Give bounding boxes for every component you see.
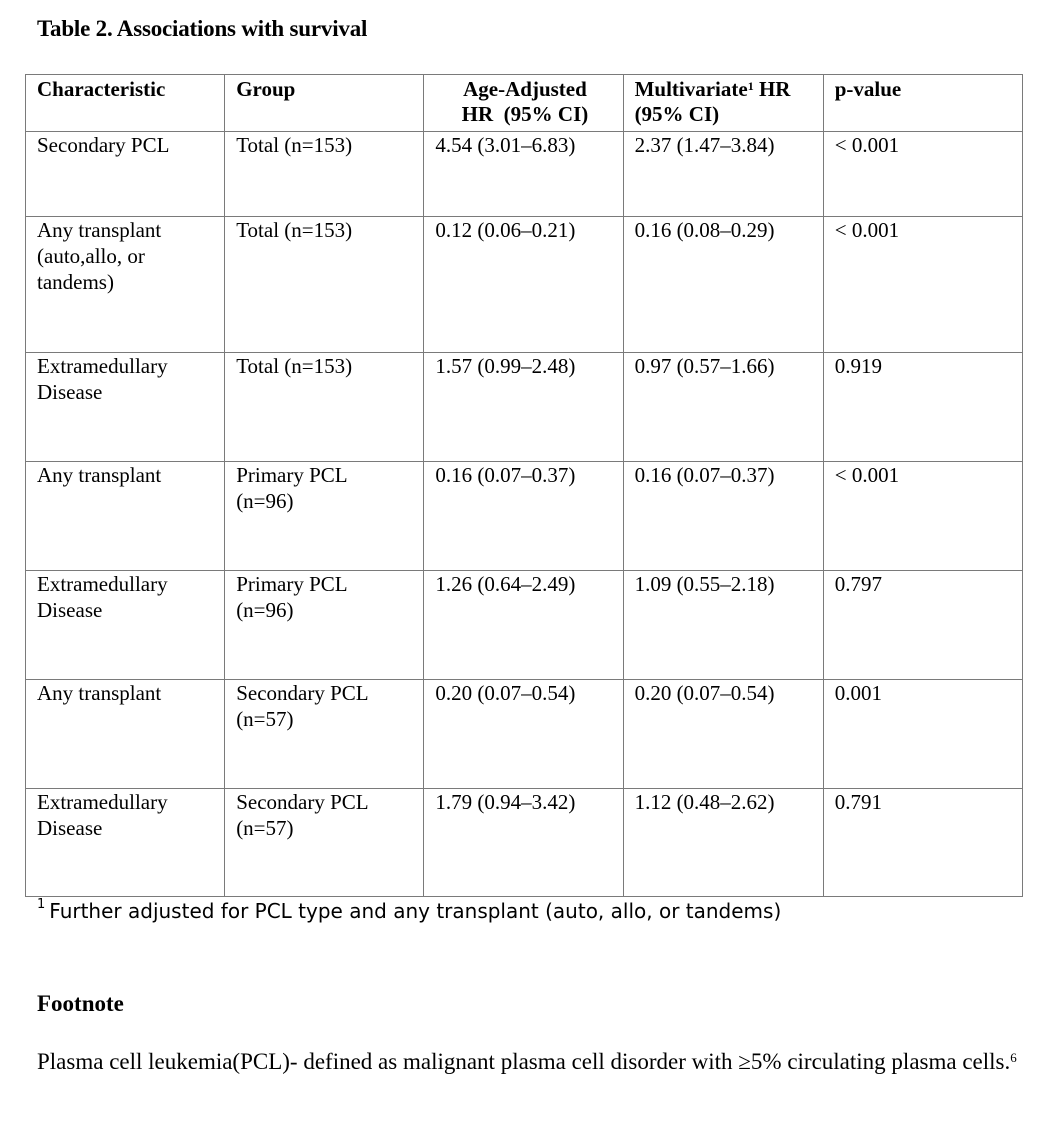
cell-multivariate: 0.97 (0.57–1.66) xyxy=(623,353,823,462)
cell-pvalue: < 0.001 xyxy=(823,132,1022,217)
cell-group: Secondary PCL (n=57) xyxy=(225,789,424,897)
footnote-text xyxy=(37,1048,1017,1076)
cell-group: Total (n=153) xyxy=(225,217,424,353)
header-group: Group xyxy=(225,75,424,132)
cell-age-adjusted: 0.20 (0.07–0.54) xyxy=(424,680,623,789)
cell-characteristic: Extramedullary Disease xyxy=(26,571,225,680)
cell-characteristic: Extramedullary Disease xyxy=(26,789,225,897)
header-multivariate-sup: 1 xyxy=(747,79,754,93)
cell-multivariate: 0.16 (0.08–0.29) xyxy=(623,217,823,353)
table-header-row xyxy=(26,75,1023,132)
header-age-adjusted-line2: HR (95% CI) xyxy=(461,102,589,126)
cell-multivariate: 2.37 (1.47–3.84) xyxy=(623,132,823,217)
cell-multivariate: 1.09 (0.55–2.18) xyxy=(623,571,823,680)
cell-pvalue: < 0.001 xyxy=(823,217,1022,353)
header-characteristic: Characteristic xyxy=(26,75,225,132)
header-age-adjusted xyxy=(424,75,623,132)
header-age-adjusted-line1: Age-Adjusted xyxy=(463,77,587,101)
table-row xyxy=(26,680,1023,789)
table-footnote xyxy=(37,899,781,923)
cell-pvalue: 0.001 xyxy=(823,680,1022,789)
table-row xyxy=(26,353,1023,462)
table-row xyxy=(26,132,1023,217)
table-row xyxy=(26,217,1023,353)
header-multivariate xyxy=(623,75,823,132)
table-footnote-marker: 1 xyxy=(37,897,46,912)
cell-group: Total (n=153) xyxy=(225,353,424,462)
cell-group: Primary PCL (n=96) xyxy=(225,571,424,680)
table-footnote-text: Further adjusted for PCL type and any transplant (auto, allo, or tandems) xyxy=(49,899,782,923)
cell-multivariate: 0.16 (0.07–0.37) xyxy=(623,462,823,571)
cell-age-adjusted: 0.12 (0.06–0.21) xyxy=(424,217,623,353)
table-row xyxy=(26,789,1023,897)
header-pvalue: p-value xyxy=(823,75,1022,132)
cell-age-adjusted: 1.26 (0.64–2.49) xyxy=(424,571,623,680)
cell-pvalue: 0.791 xyxy=(823,789,1022,897)
cell-age-adjusted: 1.79 (0.94–3.42) xyxy=(424,789,623,897)
cell-characteristic: Any transplant xyxy=(26,462,225,571)
cell-multivariate: 1.12 (0.48–2.62) xyxy=(623,789,823,897)
cell-pvalue: 0.797 xyxy=(823,571,1022,680)
cell-age-adjusted: 4.54 (3.01–6.83) xyxy=(424,132,623,217)
cell-group: Secondary PCL (n=57) xyxy=(225,680,424,789)
cell-pvalue: < 0.001 xyxy=(823,462,1022,571)
cell-group: Primary PCL (n=96) xyxy=(225,462,424,571)
cell-pvalue: 0.919 xyxy=(823,353,1022,462)
table-row xyxy=(26,462,1023,571)
associations-table xyxy=(25,74,1023,897)
footnote-ref: 6 xyxy=(1010,1050,1017,1065)
table-title: Table 2. Associations with survival xyxy=(37,16,368,41)
cell-multivariate: 0.20 (0.07–0.54) xyxy=(623,680,823,789)
footnote-body: Plasma cell leukemia(PCL)- defined as malignant plasma cell disorder with ≥5% circulating plasma cells. xyxy=(37,1049,1011,1074)
cell-characteristic: Extramedullary Disease xyxy=(26,353,225,462)
footnote-heading: Footnote xyxy=(37,991,124,1016)
cell-age-adjusted: 0.16 (0.07–0.37) xyxy=(424,462,623,571)
header-multivariate-text: Multivariate xyxy=(634,77,748,101)
cell-age-adjusted: 1.57 (0.99–2.48) xyxy=(424,353,623,462)
header-multivariate-line2: (95% CI) xyxy=(634,102,720,126)
cell-characteristic: Any transplant xyxy=(26,680,225,789)
cell-characteristic: Secondary PCL xyxy=(26,132,225,217)
cell-characteristic: Any transplant (auto,allo, or tandems) xyxy=(26,217,225,353)
header-multivariate-hr: HR xyxy=(753,77,791,101)
table-row xyxy=(26,571,1023,680)
cell-group: Total (n=153) xyxy=(225,132,424,217)
